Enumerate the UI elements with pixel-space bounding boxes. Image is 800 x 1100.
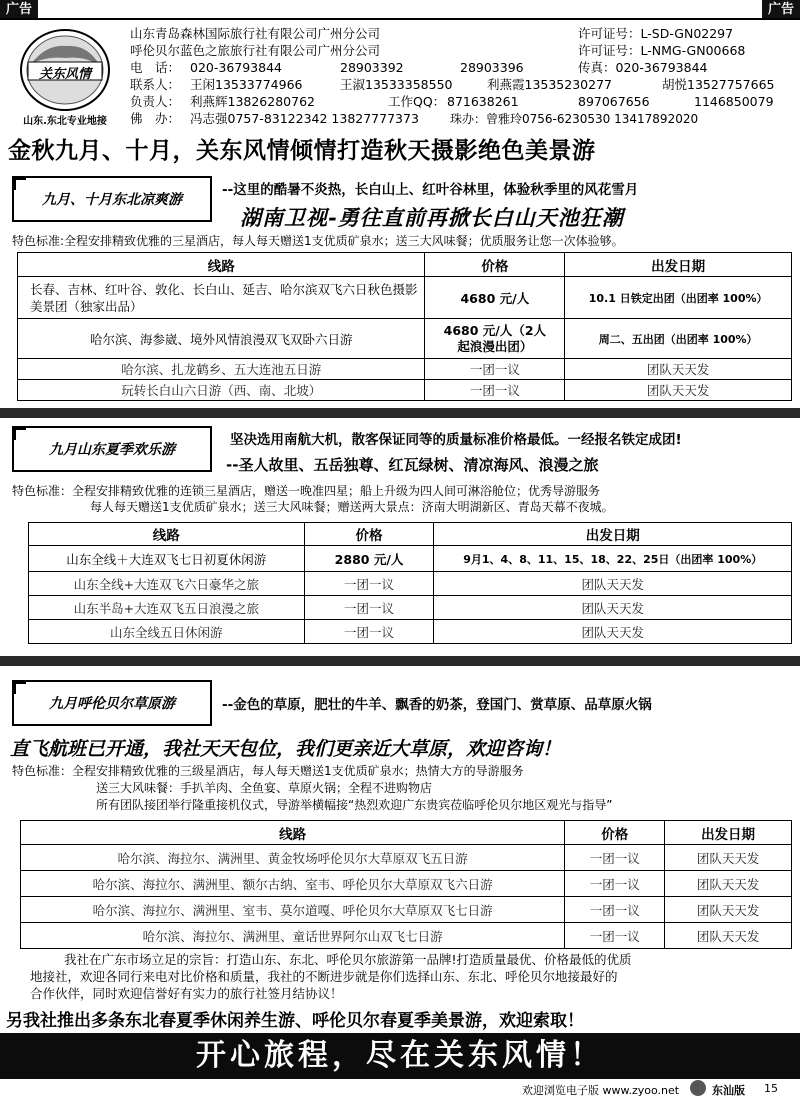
date-cell: 团队天天发	[665, 871, 792, 897]
col-price-header: 价格	[565, 821, 665, 845]
section1-table	[17, 252, 792, 401]
table-row	[29, 596, 792, 620]
manager-label: 负责人：	[130, 94, 181, 109]
ad-label-left: 广告	[0, 0, 38, 20]
closing-line-1: 我社在广东市场立足的宗旨：打造山东、东北、呼伦贝尔旅游第一品牌!打造质量最优、价格最低的优质	[64, 952, 632, 967]
col-price-header: 价格	[304, 523, 434, 546]
license-2: 许可证号：L-NMG-GN00668	[578, 43, 746, 58]
col-route-header: 线路	[29, 523, 305, 546]
bottom-slogan: 开心旅程，尽在关东风情！	[0, 1033, 800, 1079]
section1-subtitle: --这里的酷暑不炎热，长白山上、红叶谷林里，体验秋季里的风花雪月	[222, 182, 639, 198]
qq-2: 897067656	[578, 94, 650, 109]
date-cell: 团队天天发	[434, 572, 792, 596]
qq-1: 871638261	[447, 94, 519, 109]
route-cell: 山东半岛+大连双飞五日浪漫之旅	[29, 596, 305, 620]
price-cell: 4680 元/人	[425, 277, 565, 319]
route-cell: 哈尔滨、扎龙鹤乡、五大连池五日游	[18, 359, 425, 380]
license-1: 许可证号：L-SD-GN02297	[578, 26, 734, 41]
section2-table	[28, 522, 792, 644]
foshan-label: 佛 办：	[130, 111, 181, 126]
col-price-header: 价格	[425, 253, 565, 277]
corner-mark-icon	[12, 426, 26, 440]
page-number: 15	[764, 1082, 778, 1095]
table-row	[18, 359, 792, 380]
route-cell: 哈尔滨、海拉尔、满洲里、室韦、莫尔道嘎、呼伦贝尔大草原双飞七日游	[21, 897, 565, 923]
contact-3: 利燕霞13535230277	[487, 77, 612, 92]
date-cell: 周二、五出团（出团率 100%）	[565, 319, 792, 359]
price-cell: 一团一议	[304, 596, 434, 620]
section1-banner	[12, 176, 212, 222]
price-cell: 一团一议	[304, 572, 434, 596]
price-cell: 一团一议	[304, 620, 434, 644]
table-header-row	[18, 253, 792, 277]
top-rule	[0, 18, 800, 20]
phone-label: 电 话：	[130, 60, 181, 75]
promo-line: 另我社推出多条东北春夏季休闲养生游、呼伦贝尔春夏季美景游，欢迎索取！	[6, 1011, 584, 1031]
section1-slogan: 湖南卫视-勇往直前再掀长白山天池狂潮	[240, 205, 624, 230]
table-row	[29, 620, 792, 644]
col-route-header: 线路	[18, 253, 425, 277]
ad-label-right: 广告	[762, 0, 800, 20]
logo-tagline: 山东.东北专业地接	[23, 116, 107, 127]
price-cell: 一团一议	[565, 897, 665, 923]
table-header-row	[21, 821, 792, 845]
section2-banner	[12, 426, 212, 472]
table-row	[29, 572, 792, 596]
date-cell: 9月1、4、8、11、15、18、22、25日（出团率 100%）	[434, 546, 792, 572]
col-route-header: 线路	[21, 821, 565, 845]
section3-features-2: 送三大风味餐：手扒羊肉、全鱼宴、草原火锅；全程不进购物店	[96, 781, 433, 795]
route-cell: 哈尔滨、海拉尔、满洲里、额尔古纳、室韦、呼伦贝尔大草原双飞六日游	[21, 871, 565, 897]
logo-name: 关东风情	[38, 67, 91, 82]
price-cell: 一团一议	[425, 359, 565, 380]
route-cell: 山东全线+大连双飞六日豪华之旅	[29, 572, 305, 596]
date-cell: 团队天天发	[434, 596, 792, 620]
col-date-header: 出发日期	[434, 523, 792, 546]
date-cell: 团队天天发	[665, 897, 792, 923]
table-row	[29, 546, 792, 572]
section2-features-1: 特色标准：全程安排精致优雅的连锁三星酒店，赠送一晚准四星；船上升级为四人间可淋浴舱位；优秀导游服务	[12, 484, 601, 498]
table-row	[18, 380, 792, 401]
table-row	[21, 845, 792, 871]
date-cell: 团队天天发	[565, 359, 792, 380]
table-header-row	[29, 523, 792, 546]
section3-banner-text: 九月呼伦贝尔草原游	[49, 696, 175, 712]
closing-line-3: 合作伙伴，同时欢迎信誉好有实力的旅行社签月结协议！	[30, 986, 343, 1001]
footer-edition: 东汕版	[712, 1084, 745, 1097]
date-cell: 团队天天发	[665, 923, 792, 949]
zhuhai-office: 珠办：曾雅玲0756-6230530 13417892020	[450, 112, 699, 126]
section2-subtitle-1: 坚决选用南航大机，散客保证同等的质量标准价格最低。一经报名铁定成团!	[230, 432, 682, 448]
table-row	[21, 923, 792, 949]
contacts-label: 联系人：	[130, 77, 181, 92]
section2-features-2: 每人每天赠送1支优质矿泉水；送三大风味餐；赠送两大景点：济南大明湖新区、青岛天幕不夜城。	[90, 500, 614, 514]
route-cell: 哈尔滨、海拉尔、满洲里、黄金牧场呼伦贝尔大草原双飞五日游	[21, 845, 565, 871]
route-cell: 玩转长白山六日游（西、南、北坡）	[18, 380, 425, 401]
route-cell: 哈尔滨、海参崴、境外风情浪漫双飞双卧六日游	[18, 319, 425, 359]
company-logo	[6, 26, 124, 128]
section-divider	[0, 408, 800, 418]
price-cell: 一团一议	[565, 923, 665, 949]
closing-line-2: 地接社，欢迎各同行来电对比价格和质量，我社的不断进步就是你们选择山东、东北、呼伦贝尔地接最好的	[30, 969, 618, 984]
route-cell: 山东全线五日休闲游	[29, 620, 305, 644]
table-row	[21, 871, 792, 897]
section1-features: 特色标准:全程安排精致优雅的三星酒店，每人每天赠送1支优质矿泉水；送三大风味餐；优质服务让您一次体验够。	[12, 234, 624, 248]
contact-4: 胡悦13527757665	[662, 77, 775, 92]
contact-1: 王闲13533774966	[190, 77, 303, 92]
route-cell: 山东全线＋大连双飞七日初夏休闲游	[29, 546, 305, 572]
section3-features-1: 特色标准：全程安排精致优雅的三级星酒店，每人每天赠送1支优质矿泉水；热情大方的导游服务	[12, 764, 524, 778]
publisher-badge-icon	[690, 1080, 706, 1096]
phone-1: 020-36793844	[190, 60, 282, 75]
date-cell: 团队天天发	[434, 620, 792, 644]
price-cell: 一团一议	[425, 380, 565, 401]
manager-contact: 利燕辉13826280762	[190, 94, 315, 109]
section3-table	[20, 820, 792, 949]
table-row	[18, 277, 792, 319]
corner-mark-icon	[12, 680, 26, 694]
contact-2: 王淑13533358550	[340, 77, 453, 92]
date-cell: 团队天天发	[565, 380, 792, 401]
fax-number: 传真：020-36793844	[578, 60, 708, 75]
qq-label: 工作QQ：	[388, 94, 446, 109]
col-date-header: 出发日期	[665, 821, 792, 845]
price-cell: 一团一议	[565, 845, 665, 871]
price-cell: 2880 元/人	[304, 546, 434, 572]
foshan-office: 冯志强0757-83122342 13827777373	[190, 111, 419, 126]
section1-banner-text: 九月、十月东北凉爽游	[42, 192, 182, 208]
date-cell: 10.1 日铁定出团（出团率 100%）	[565, 277, 792, 319]
section2-banner-text: 九月山东夏季欢乐游	[49, 442, 175, 458]
route-cell: 长春、吉林、红叶谷、敦化、长白山、延吉、哈尔滨双飞六日秋色摄影美景团（独家出品）	[18, 277, 425, 319]
table-row	[18, 319, 792, 359]
section3-subtitle: --金色的草原，肥壮的牛羊、飘香的奶茶，登国门、赏草原、品草原火锅	[222, 697, 652, 713]
price-cell: 一团一议	[565, 871, 665, 897]
col-date-header: 出发日期	[565, 253, 792, 277]
footer-browse-text: 欢迎浏览电子版 www.zyoo.net	[522, 1084, 680, 1097]
section-divider	[0, 656, 800, 666]
company-name-2: 呼伦贝尔蓝色之旅旅行社有限公司广州分公司	[130, 43, 381, 58]
main-headline: 金秋九月、十月，关东风情倾情打造秋天摄影绝色美景游	[8, 137, 596, 164]
section3-features-3: 所有团队接团举行隆重接机仪式，导游举横幅接“热烈欢迎广东贵宾莅临呼伦贝尔地区观光与指导”	[96, 798, 613, 812]
price-cell: 4680 元/人（2人起浪漫出团）	[425, 319, 565, 359]
company-name-1: 山东青岛森林国际旅行社有限公司广州分公司	[130, 26, 381, 41]
route-cell: 哈尔滨、海拉尔、满洲里、童话世界阿尔山双飞七日游	[21, 923, 565, 949]
table-row	[21, 897, 792, 923]
section3-banner	[12, 680, 212, 726]
qq-3: 1146850079	[694, 94, 774, 109]
section3-slogan: 直飞航班已开通，我社天天包位，我们更亲近大草原，欢迎咨询！	[10, 738, 562, 760]
phone-3: 28903396	[460, 60, 524, 75]
section2-subtitle-2: --圣人故里、五岳独尊、红瓦绿树、清凉海风、浪漫之旅	[226, 456, 599, 474]
phone-2: 28903392	[340, 60, 404, 75]
date-cell: 团队天天发	[665, 845, 792, 871]
corner-mark-icon	[12, 176, 26, 190]
